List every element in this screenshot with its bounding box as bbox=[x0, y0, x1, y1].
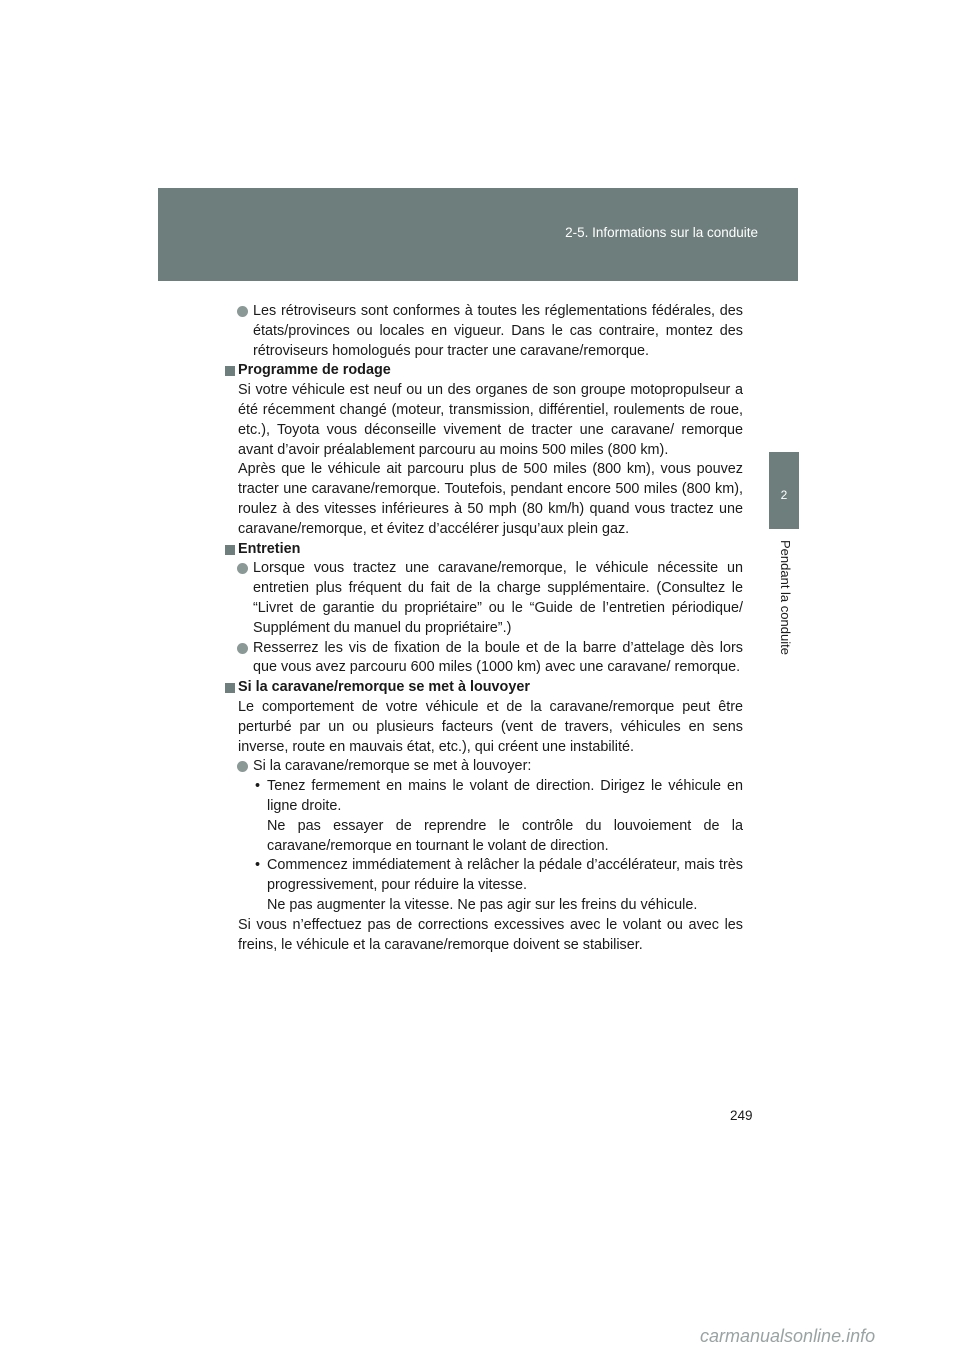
chapter-number: 2 bbox=[780, 488, 788, 502]
dot-marker-icon: • bbox=[255, 778, 261, 795]
closing-paragraph: Si vous n’effectuez pas de corrections excessives avec le volant ou avec les freins, le véhicule et la caravane/remorque doivent se stabiliser. bbox=[238, 916, 743, 953]
bullet-item bbox=[223, 639, 743, 679]
square-icon bbox=[225, 545, 235, 555]
bullet-item bbox=[223, 559, 743, 638]
dash-item bbox=[223, 856, 743, 896]
dash-subtext: Ne pas essayer de reprendre le contrôle du louvoiement de la caravane/remorque en tournant le volant de direction. bbox=[267, 817, 743, 854]
bullet-text: Lorsque vous tractez une caravane/remorque, le véhicule nécessite un entretien plus fréquent du fait de la charge supplémentaire. (Consultez le “Livret de garantie du propriétaire” ou le “Guide de l’entretien périodique/ Supplément du manuel du propriétaire”.) bbox=[253, 560, 743, 636]
paragraph: Le comportement de votre véhicule et de la caravane/remorque peut être perturbé par un ou plusieurs facteurs (vent de travers, véhicules en sens inverse, route en mauvais état, etc.), qui créent une instabilité. bbox=[238, 698, 743, 755]
dot-marker-icon: • bbox=[255, 857, 261, 874]
chapter-label: Pendant la conduite bbox=[778, 540, 793, 655]
page-number: 249 bbox=[730, 1108, 753, 1123]
square-icon bbox=[225, 366, 235, 376]
dash-item bbox=[223, 777, 743, 817]
watermark: carmanualsonline.info bbox=[700, 1326, 876, 1346]
square-icon bbox=[225, 683, 235, 693]
dash-text: Commencez immédiatement à relâcher la pédale d’accélérateur, mais très progressivement, pour réduire la vitesse. bbox=[267, 857, 743, 894]
paragraph: Après que le véhicule ait parcouru plus de 500 miles (800 km), vous pouvez tracter une caravane/remorque. Toutefois, pendant encore 500 miles (800 km), roulez à des vitesses inférieures à 50 mph (80 km/h) quand vous tractez une caravane/remorque, et évitez d’accélérer jusqu’aux plein gaz. bbox=[238, 461, 743, 537]
section-heading bbox=[223, 540, 743, 560]
header-band bbox=[158, 188, 798, 281]
page-content bbox=[223, 302, 743, 955]
bullet-text: Si la caravane/remorque se met à louvoyer: bbox=[253, 758, 532, 775]
bullet-icon bbox=[237, 643, 248, 654]
paragraph: Si votre véhicule est neuf ou un des organes de son groupe motopropulseur a été récemment changé (moteur, transmission, différentiel, roulements de roue, etc.), Toyota vous déconseille vivement de tracter une caravane/ remorque avant d’avoir préalablement parcouru au moins 500 miles (800 km). bbox=[238, 382, 743, 458]
section-title: 2-5. Informations sur la conduite bbox=[565, 225, 758, 240]
section-heading-text: Si la caravane/remorque se met à louvoyer bbox=[238, 679, 530, 696]
bullet-text: Les rétroviseurs sont conformes à toutes les réglementations fédérales, des états/provinces ou locales en vigueur. Dans le cas contraire, montez des rétroviseurs homologués pour tracter une caravane/remorque. bbox=[253, 303, 743, 359]
section-heading bbox=[223, 361, 743, 381]
bullet-item bbox=[223, 302, 743, 361]
dash-subtext: Ne pas augmenter la vitesse. Ne pas agir sur les freins du véhicule. bbox=[267, 896, 698, 913]
section-heading bbox=[223, 678, 743, 698]
chapter-tab bbox=[769, 452, 799, 529]
bullet-icon bbox=[237, 563, 248, 574]
dash-text: Tenez fermement en mains le volant de direction. Dirigez le véhicule en ligne droite. bbox=[267, 778, 743, 814]
section-heading-text: Entretien bbox=[238, 540, 301, 557]
bullet-icon bbox=[237, 306, 248, 317]
bullet-item bbox=[223, 757, 743, 777]
bullet-text: Resserrez les vis de fixation de la boule et de la barre d’attelage dès lors que vous avez parcouru 600 miles (1000 km) avec une caravane/ remorque. bbox=[253, 639, 743, 676]
section-heading-text: Programme de rodage bbox=[238, 362, 391, 379]
bullet-icon bbox=[237, 761, 248, 772]
